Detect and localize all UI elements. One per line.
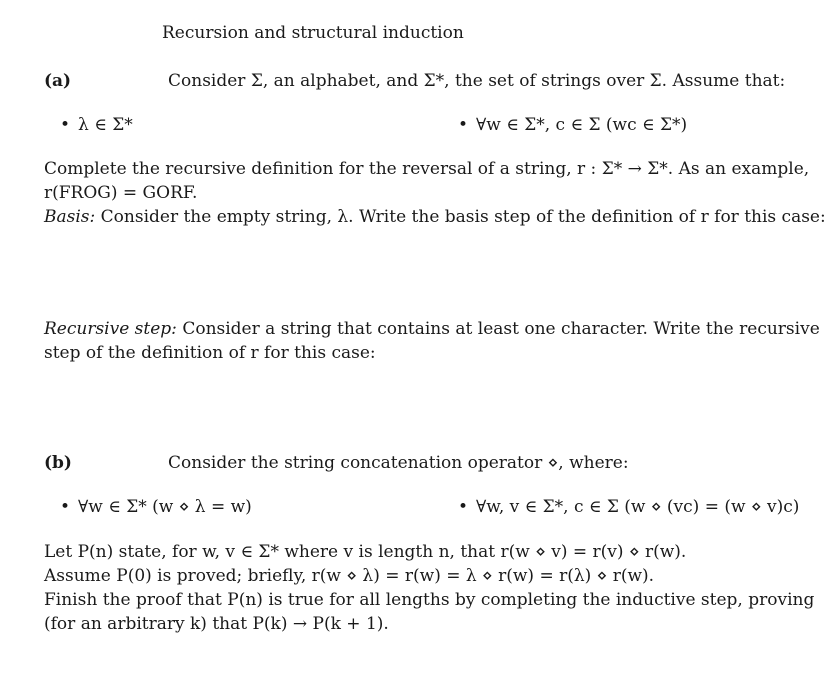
recursive-step [44, 317, 829, 365]
recursive-line-2: step of the definition of r for this case: [44, 343, 376, 363]
basis-line [44, 205, 829, 229]
part-a-intro: Consider Σ, an alphabet, and Σ*, the set of strings over Σ. Assume that: [168, 71, 786, 91]
definition-line-1: Complete the recursive definition for the reversal of a string, r : Σ* → Σ*. As an example, [44, 159, 810, 179]
part-b-proof [44, 540, 829, 636]
part-a-label: (a) [44, 71, 72, 91]
definition-line-2: r(FROG) = GORF. [44, 183, 198, 203]
recursive-text-1: Consider a string that contains at least one character. Write the recursive [176, 319, 820, 339]
part-a-bullet-1 [60, 114, 133, 136]
basis-text: Consider the empty string, λ. Write the basis step of the definition of r for this case: [95, 207, 826, 227]
part-b-bullet-2 [458, 496, 799, 518]
part-b-label: (b) [44, 453, 72, 473]
proof-line-3: Finish the proof that P(n) is true for all lengths by completing the inductive step, proving [44, 590, 815, 610]
part-b-bullet-1 [60, 496, 252, 518]
part-b-bullet-2-text: ∀w, v ∈ Σ*, c ∈ Σ (w ⋄ (vc) = (w ⋄ v)c) [476, 497, 800, 517]
proof-line-1: Let P(n) state, for w, v ∈ Σ* where v is length n, that r(w ⋄ v) = r(v) ⋄ r(w). [44, 542, 687, 562]
recursive-label: Recursive step: [44, 319, 177, 339]
recursive-line-1 [44, 317, 829, 341]
page-title: Recursion and structural induction [162, 23, 464, 43]
proof-line-2: Assume P(0) is proved; briefly, r(w ⋄ λ) = r(w) = λ ⋄ r(w) = r(λ) ⋄ r(w). [44, 566, 655, 586]
part-a-bullet-1-text: λ ∈ Σ* [78, 115, 133, 135]
part-a-definition [44, 157, 829, 229]
part-b-bullet-1-text: ∀w ∈ Σ* (w ⋄ λ = w) [78, 497, 252, 517]
proof-line-4: (for an arbitrary k) that P(k) → P(k + 1). [44, 614, 389, 634]
basis-label: Basis: [44, 207, 96, 227]
part-a-bullet-2-text: ∀w ∈ Σ*, c ∈ Σ (wc ∈ Σ*) [476, 115, 688, 135]
part-a-bullet-2 [458, 114, 687, 136]
part-b-intro: Consider the string concatenation operator ⋄, where: [168, 453, 629, 473]
